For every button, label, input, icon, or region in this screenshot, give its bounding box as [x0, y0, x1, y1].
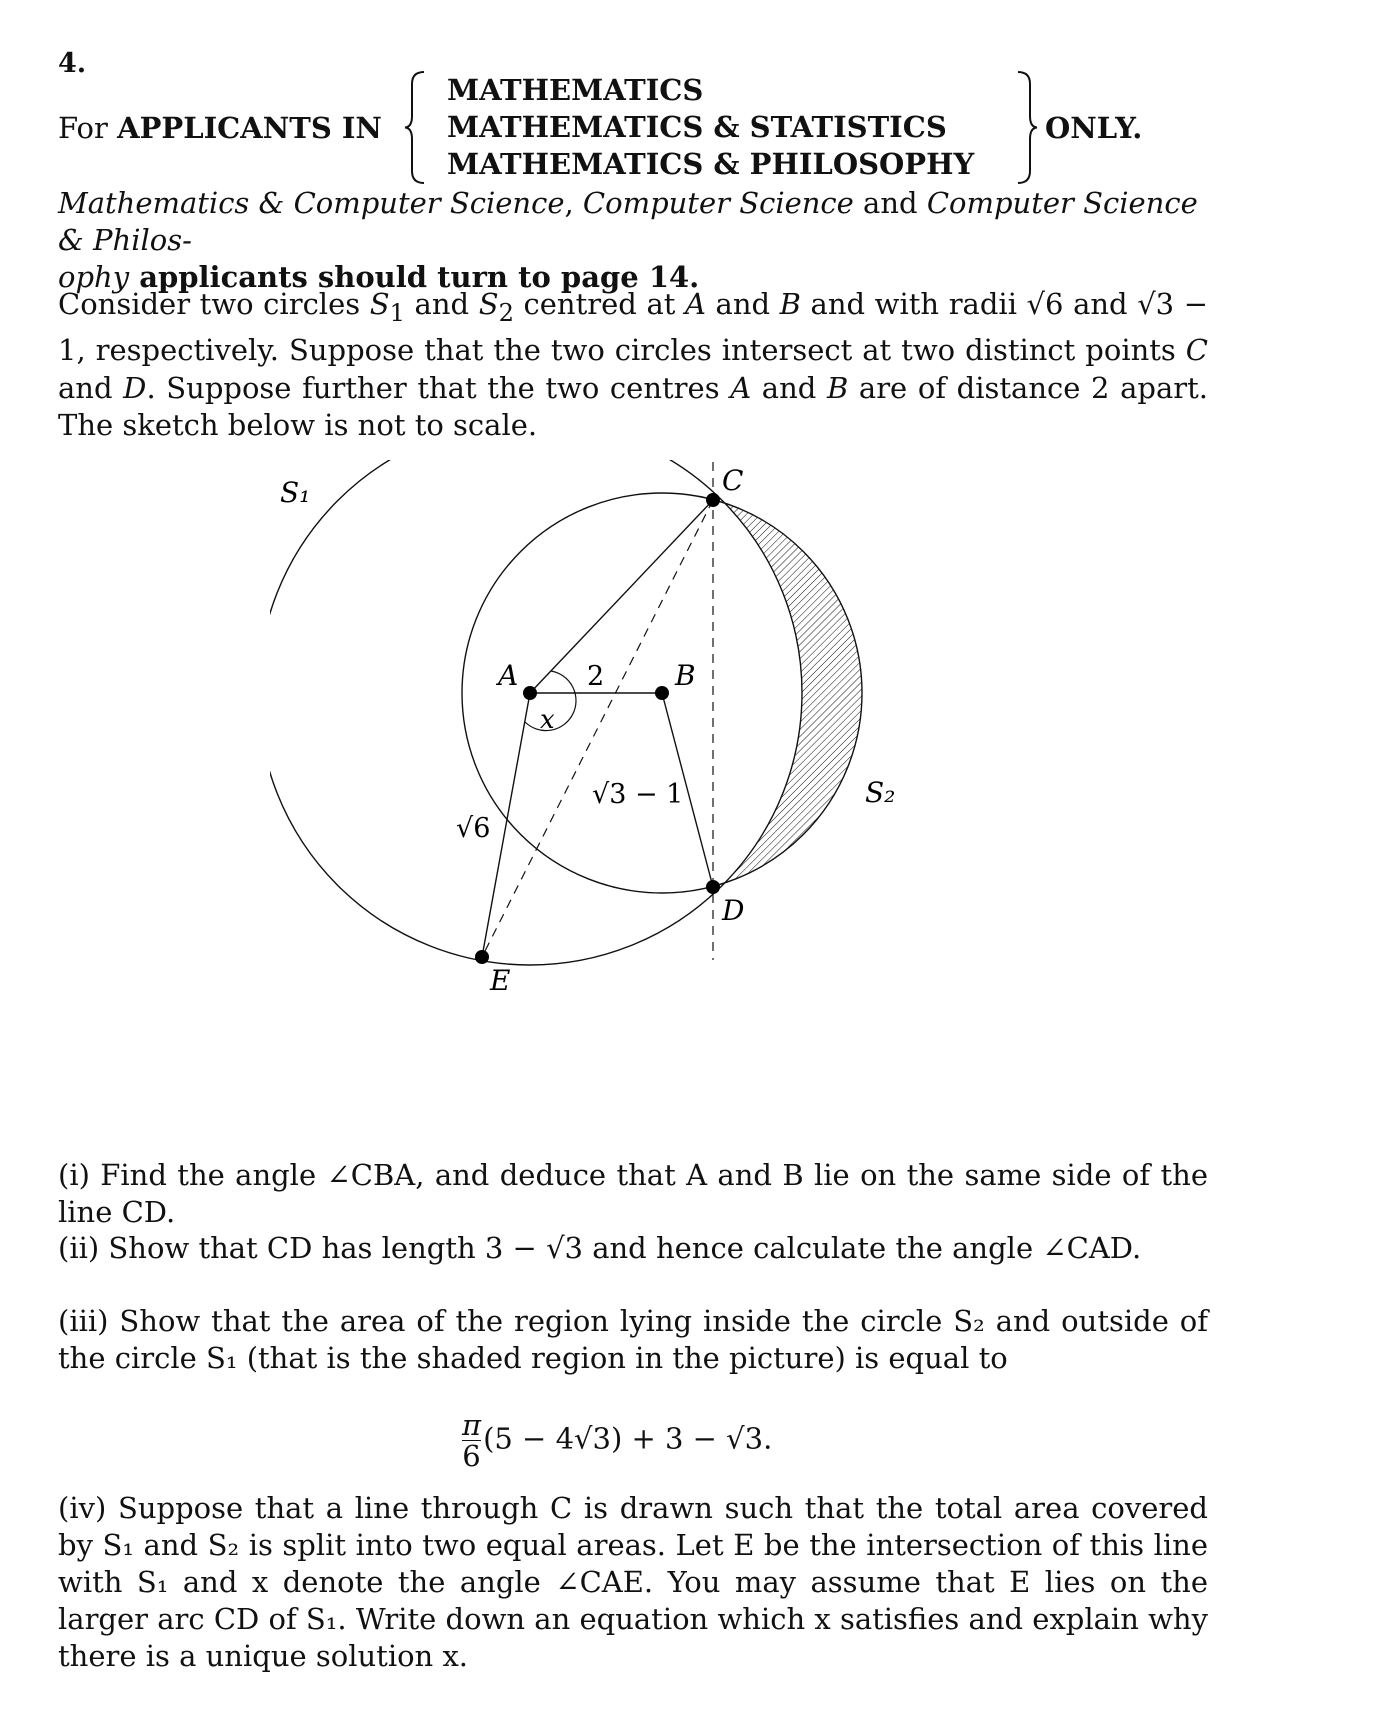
problem-text: and [705, 287, 780, 321]
var-s: S [478, 287, 499, 321]
question-number: 4. [58, 48, 87, 79]
point-e [475, 950, 489, 964]
var-a: A [730, 370, 752, 405]
label-c: C [722, 464, 744, 497]
label-x: x [540, 705, 555, 735]
course-list [447, 72, 974, 183]
course-csp-part2: ophy [58, 260, 130, 294]
problem-text: and [404, 287, 479, 321]
frac-numerator: π [462, 1408, 482, 1442]
geometry-figure [270, 460, 990, 1090]
problem-text: Consider two circles [58, 287, 370, 321]
label-sqrt6: √6 [456, 813, 491, 844]
problem-text: . Suppose further that the two centres [146, 370, 731, 405]
question-i: (i) Find the angle ∠CBA, and deduce that A and B lie on the same side of the line CD. [58, 1158, 1208, 1229]
course-mathematics-statistics: MATHEMATICS & STATISTICS [447, 110, 947, 144]
label-a: A [498, 659, 519, 692]
point-a [523, 686, 537, 700]
var-b: B [826, 370, 849, 405]
area-formula [462, 1410, 772, 1471]
frac-denominator: 6 [462, 1439, 481, 1473]
var-b: B [779, 287, 801, 321]
problem-text: centred at [513, 287, 685, 321]
problem-text: and [58, 370, 124, 405]
course-cs: Computer Science [582, 186, 854, 220]
shaded-region [270, 460, 990, 1090]
var-d: D [123, 370, 147, 405]
point-d [706, 880, 720, 894]
var-a: A [684, 287, 706, 321]
course-mcs: Mathematics & Computer Science [58, 186, 565, 220]
label-s1: S₁ [280, 476, 311, 509]
right-brace [1016, 70, 1038, 185]
formula-rest: (5 − 4√3) + 3 − √3. [483, 1421, 773, 1456]
question-iii: (iii) Show that the area of the region lying inside the circle S₂ and outside of the circle S₁ (that is the shaded region in the picture) is equal to [58, 1304, 1208, 1375]
var-c: C [1185, 333, 1208, 368]
alternative-instructions [58, 185, 1208, 296]
point-b [655, 686, 669, 700]
course-mathematics: MATHEMATICS [447, 73, 704, 107]
label-b: B [675, 659, 696, 692]
for-word: For [58, 111, 118, 145]
applicants-prefix [58, 111, 382, 145]
problem-text: and with radii √6 and √3 − 1, respectively. Suppose that the two circles intersect at two distinct points [58, 287, 1209, 368]
only-label: ONLY. [1045, 111, 1143, 145]
course-csp-part1: Computer Science & Philos- [58, 186, 1198, 257]
label-ab-length: 2 [587, 661, 605, 692]
point-c [706, 493, 720, 507]
label-e: E [490, 964, 511, 997]
sep-2: and [853, 186, 927, 220]
sep-1: , [564, 186, 583, 220]
course-mathematics-philosophy: MATHEMATICS & PHILOSOPHY [447, 147, 975, 181]
label-d: D [722, 894, 745, 927]
problem-text: are of distance 2 apart. The sketch below is not to scale. [58, 370, 1209, 443]
applicants-in: APPLICANTS IN [117, 111, 382, 145]
label-s2: S₂ [865, 776, 896, 809]
var-s: S [369, 287, 390, 321]
left-brace [404, 70, 426, 185]
pi-over-6 [462, 1410, 481, 1471]
sub-1: 1 [389, 298, 405, 327]
problem-text: and [751, 370, 827, 405]
question-iv: (iv) Suppose that a line through C is drawn such that the total area covered by S₁ and S₂ is split into two equal areas. Let E be the intersection of this line with S₁ and x denote the angle ∠CAE. You may assume that E lies on the larger arc CD of S₁. Write down an equation which x satisfies and explain why there is a unique solution x. [58, 1491, 1208, 1673]
turn-page-instruction: applicants should turn to page 14. [129, 260, 700, 294]
question-ii: (ii) Show that CD has length 3 − √3 and hence calculate the angle ∠CAD. [58, 1231, 1142, 1265]
problem-statement [58, 286, 1208, 445]
sub-2: 2 [498, 298, 514, 327]
label-sqrt3-minus-1: √3 − 1 [592, 779, 684, 810]
